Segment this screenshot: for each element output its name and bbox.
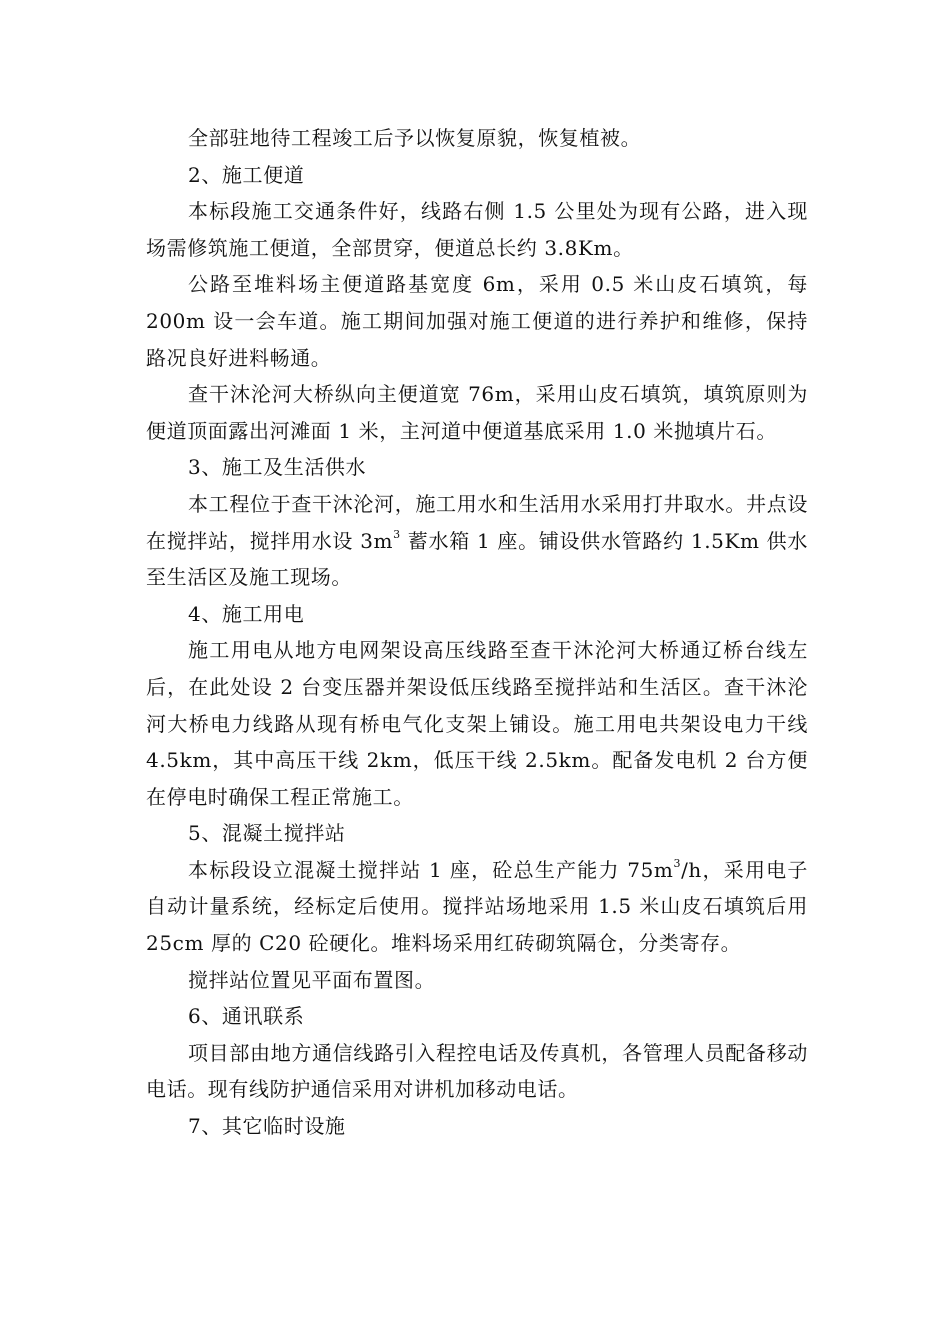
paragraph-mixing-station-location: 搅拌站位置见平面布置图。 — [188, 967, 436, 992]
section-heading-power-supply: 4、施工用电 — [188, 601, 305, 626]
section-heading-water-supply: 3、施工及生活供水 — [188, 455, 367, 480]
document-body — [146, 120, 808, 1145]
section-heading-other-facilities: 7、其它临时设施 — [188, 1114, 346, 1139]
water-supply-text-b: 蓄水箱 1 座。铺设供水管路约 1.5Km 供水至生活区及施工现场。 — [146, 528, 808, 590]
section-heading-mixing-station: 5、混凝土搅拌站 — [188, 821, 346, 846]
paragraph-main-road-width: 公路至堆料场主便道路基宽度 6m，采用 0.5 米山皮石填筑，每 200m 设一会车道。施工期间加强对施工便道的进行养护和维修，保持路况良好进料畅通。 — [146, 272, 808, 370]
mixing-station-text-a: 本标段设立混凝土搅拌站 1 座，砼总生产能力 75m — [188, 857, 674, 882]
water-supply-text-a: 本工程位于查干沐沦河，施工用水和生活用水采用打井取水。井点设在搅拌站，搅拌用水设 3m — [146, 491, 808, 553]
paragraph-water-supply — [146, 486, 808, 596]
cubic-superscript: 3 — [393, 527, 401, 541]
section-heading-access-road: 2、施工便道 — [188, 162, 305, 187]
mixing-station-text-b: /h，采用电子自动计量系统，经标定后使用。搅拌站场地采用 1.5 米山皮石填筑后用 25cm 厚的 C20 砼硬化。堆料场采用红砖砌筑隔仓，分类寄存。 — [146, 857, 808, 956]
cubic-superscript: 3 — [673, 857, 682, 871]
paragraph-mixing-station — [146, 852, 808, 962]
paragraph-access-road-overview: 本标段施工交通条件好，线路右侧 1.5 公里处为现有公路，进入现场需修筑施工便道，全部贯穿，便道总长约 3.8Km。 — [146, 199, 808, 260]
section-heading-communication: 6、通讯联系 — [188, 1004, 305, 1029]
paragraph-bridge-access-road: 查干沐沦河大桥纵向主便道宽 76m，采用山皮石填筑，填筑原则为便道顶面露出河滩面 1 米，主河道中便道基底采用 1.0 米抛填片石。 — [146, 382, 808, 443]
paragraph-power-supply: 施工用电从地方电网架设高压线路至查干沐沦河大桥通辽桥台线左后，在此处设 2 台变压器并架设低压线路至搅拌站和生活区。查干沐沦河大桥电力线路从现有桥电气化支架上铺设。施工用电共架设电力干线 4.5km，其中高压干线 2km，低压干线 2.5km。配备发电机 2 台方便在停电时确保工程正常施工。 — [146, 638, 808, 809]
paragraph-communication: 项目部由地方通信线路引入程控电话及传真机，各管理人员配备移动电话。现有线防护通信采用对讲机加移动电话。 — [146, 1040, 808, 1102]
paragraph-restore-vegetation: 全部驻地待工程竣工后予以恢复原貌，恢复植被。 — [188, 126, 642, 150]
